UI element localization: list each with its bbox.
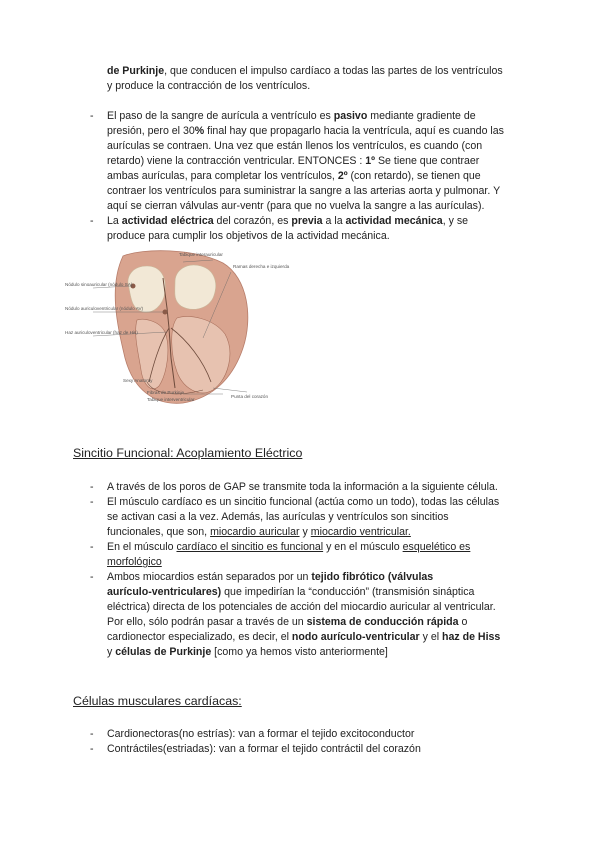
text: produce para cumplir los objetivos de la actividad mecánica. — [107, 230, 390, 242]
label-interatrial-septum: Tabique interauricular — [179, 252, 223, 257]
label-purkinje: Fibras de Purkinje — [147, 390, 185, 395]
text: Se tiene que contraer — [375, 155, 480, 167]
text: En el músculo — [107, 541, 177, 553]
bold-term: de Purkinje — [107, 65, 165, 77]
section-heading-celulas: Células musculares cardíacas: — [73, 694, 242, 708]
list-item — [107, 570, 527, 660]
text: se activan casi a la vez. Además, las aurículas y ventrículos son sincitios — [107, 511, 449, 523]
text: y produce la contracción de los ventrículos. — [107, 80, 311, 92]
blood-flow-paragraph — [107, 109, 527, 214]
bullet-marker: - — [90, 571, 94, 583]
text: presión, pero el 30 — [107, 125, 195, 137]
text: que impedirían la “conducción” (transmisión sináptica — [221, 586, 475, 598]
bold-term: previa — [291, 215, 323, 227]
bullet-marker: - — [90, 215, 94, 227]
electrical-activity-paragraph — [107, 214, 527, 244]
underlined-term: miocardio auricular — [210, 526, 300, 538]
underlined-term: esquelético es — [402, 541, 471, 553]
text: Ambos miocardios están separados por un — [107, 571, 312, 583]
list-item — [107, 480, 527, 495]
list-item — [107, 540, 527, 570]
bold-term: aurículo-ventriculares) — [107, 586, 222, 598]
purkinje-paragraph — [107, 64, 527, 94]
bold-term: células de Purkinje — [115, 646, 212, 658]
bold-term: actividad eléctrica — [121, 215, 214, 227]
text: eléctrica) directa de los potenciales de acción del miocardio auricular al ventricular. — [107, 601, 496, 613]
text: La — [107, 215, 122, 227]
text: contraer los ventrículos para suministrar la sangre a las arterias aorta y pulmonar. Y — [107, 185, 501, 197]
list-item — [107, 727, 527, 742]
label-sa-node: Nódulo sinoauricular (nódulo SA) — [65, 282, 133, 287]
text: aquí se cierran válvulas aur-ventr (para que no vuelva la sangre a las aurículas). — [107, 200, 485, 212]
text: Por ello, sólo podrán pasar a través de un — [107, 616, 307, 628]
bold-term: sistema de conducción rápida — [306, 616, 459, 628]
text: , y se — [442, 215, 469, 227]
text: Cardionectoras(no estrías): van a formar el tejido excitoconductor — [107, 728, 415, 740]
bullet-marker: - — [90, 496, 94, 508]
bullet-marker: - — [90, 728, 94, 740]
text: Contráctiles(estriadas): van a formar el tejido contráctil del corazón — [107, 743, 421, 755]
bold-term: nodo aurículo-ventricular — [291, 631, 420, 643]
heart-conduction-figure — [63, 248, 290, 408]
bold-term: 2º — [337, 170, 348, 182]
left-atrium — [175, 265, 216, 309]
text: , que conducen el impulso cardíaco a todas las partes de los ventrículos — [164, 65, 503, 77]
list-item — [107, 742, 527, 757]
text: (con retardo), se tienen que — [347, 170, 481, 182]
label-watermark: Sexy Anatomy — [123, 378, 153, 383]
text: y el — [419, 631, 443, 643]
av-node — [163, 310, 168, 315]
label-apex: Punta del corazón — [231, 394, 269, 399]
underlined-term: miocardio ventricular. — [310, 526, 411, 538]
text: a la — [322, 215, 346, 227]
text: El paso de la sangre de aurícula a ventrículo es — [107, 110, 334, 122]
underlined-term: morfológico — [107, 556, 162, 568]
text: final hay que propagarlo hacia la ventrícula, aquí es cuando las — [204, 125, 504, 137]
label-interventricular-septum: Tabique interventricular — [147, 397, 195, 402]
label-his-bundle: Haz auriculoventricular (haz de His) — [65, 330, 138, 335]
text: ambas aurículas, para completar los ventrículos, — [107, 170, 338, 182]
bullet-marker: - — [90, 541, 94, 553]
text: retardo) viene la contracción ventricular. ENTONCES : — [107, 155, 366, 167]
text: del corazón, es — [213, 215, 292, 227]
text: aurículas se contraen. Una vez que están llenos los ventrículos, es cuando (con — [107, 140, 483, 152]
text: o — [458, 616, 468, 628]
text: y — [107, 646, 116, 658]
bold-term: haz de Hiss — [442, 631, 501, 643]
text: [como ya hemos visto anteriormente] — [211, 646, 388, 658]
bullet-marker: - — [90, 743, 94, 755]
underlined-term: cardíaco el sincitio es funcional — [176, 541, 324, 553]
text: El músculo cardíaco es un sincitio funcional (actúa como un todo), todas las células — [107, 496, 500, 508]
section-heading-sincitio: Sincitio Funcional: Acoplamiento Eléctrico — [73, 446, 303, 460]
text: y en el músculo — [323, 541, 403, 553]
text: cardionector especializado, es decir, el — [107, 631, 292, 643]
bold-term: pasivo — [333, 110, 368, 122]
bullet-marker: - — [90, 481, 94, 493]
text: y — [299, 526, 311, 538]
bold-term: % — [194, 125, 205, 137]
text: A través de los poros de GAP se transmite toda la información a la siguiente célula. — [107, 481, 498, 493]
text: funcionales, que son, — [107, 526, 211, 538]
list-item — [107, 495, 527, 540]
bold-term: 1º — [365, 155, 376, 167]
bold-term: actividad mecánica — [345, 215, 443, 227]
label-bundle-branches: Ramas derecha e izquierda — [233, 264, 290, 269]
bullet-marker: - — [90, 110, 94, 122]
text: mediante gradiente de — [367, 110, 476, 122]
bold-term: tejido fibrótico (válvulas — [311, 571, 434, 583]
label-av-node: Nódulo auriculoventricular (nódulo AV) — [65, 306, 144, 311]
